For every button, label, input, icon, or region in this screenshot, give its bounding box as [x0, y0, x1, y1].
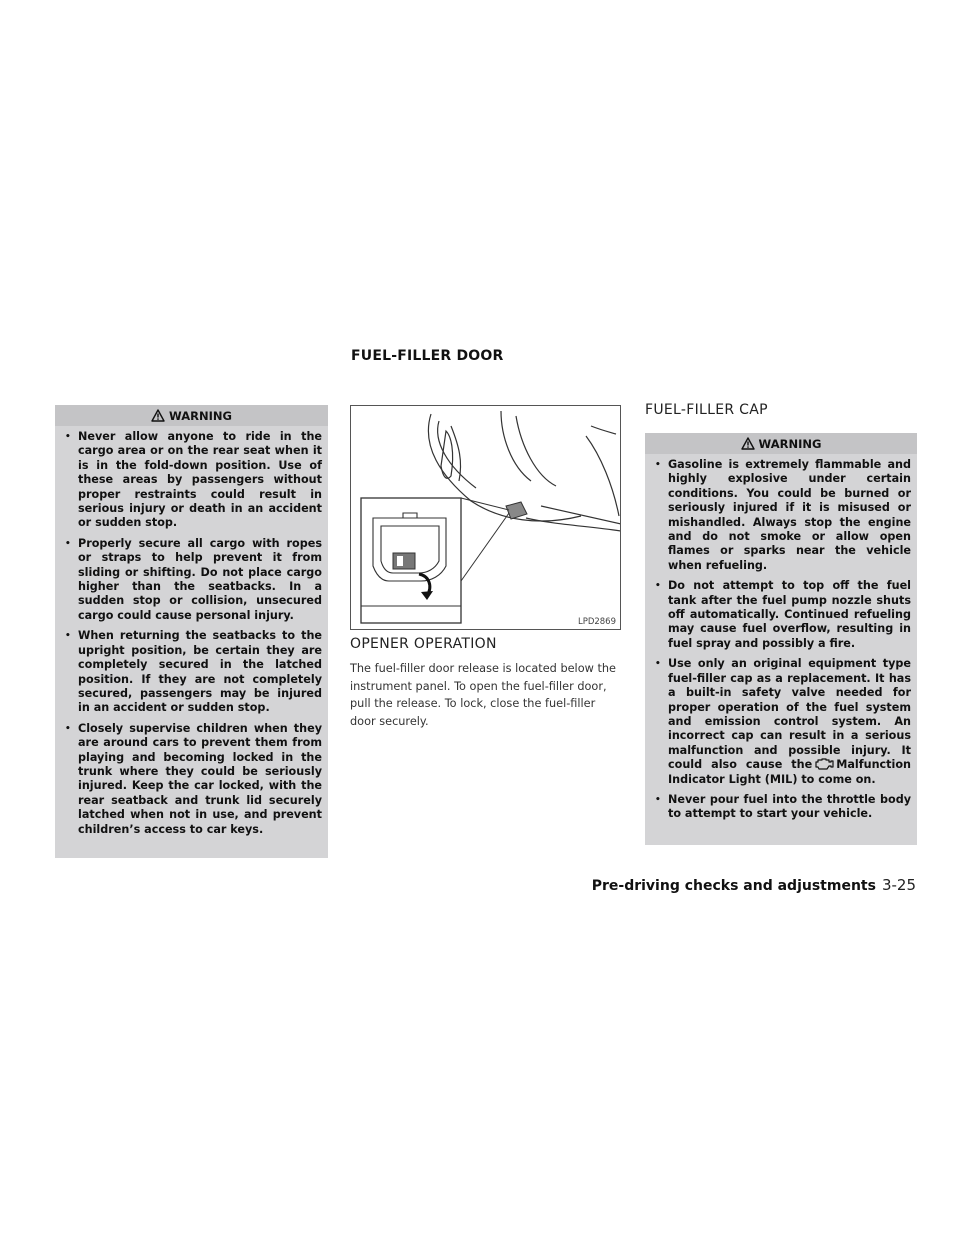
warning-item: • Never pour fuel into the throttle body to attempt to start your vehicle. — [653, 793, 911, 822]
warning-triangle-icon — [741, 437, 755, 450]
warning-item: • Never allow anyone to ride in the cargo area or on the rear seat when it is in the fold-down position. Use of these areas by passengers without proper restraints could result in serious injury or death in an accident or sudden stop. — [63, 430, 322, 531]
warning-text: Use only an original equipment type fuel-filler cap as a replacement. It has a built-in safety valve needed for proper operation of the fuel system and emission control system. An incorrect cap can result in a serious malfunction and possible injury. It could also cause the — [668, 657, 911, 772]
opener-operation-heading: OPENER OPERATION — [350, 636, 497, 652]
warning-item — [653, 657, 911, 787]
page-footer — [592, 876, 916, 894]
warning-header — [645, 433, 917, 454]
fuel-cap-warning-box — [645, 433, 917, 845]
figure-code: LPD2869 — [577, 617, 616, 627]
warning-item: • When returning the seatbacks to the upright position, be certain they are completely secured in the latched position. If they are not completely secured, passengers may be injured in an accident or sudden stop. — [63, 629, 322, 715]
warning-text: Malfunction Indicator Light (MIL) to come on. — [668, 758, 911, 786]
warning-list — [63, 430, 322, 837]
footer-section-title: Pre-driving checks and adjustments — [591, 878, 876, 894]
warning-header — [55, 405, 328, 426]
cargo-warning-box — [55, 405, 328, 858]
warning-title: WARNING — [758, 436, 822, 451]
opener-operation-text: The fuel-filler door release is located below the instrument panel. To open the fuel-filler door, pull the release. To lock, close the fuel-filler door securely. — [350, 662, 616, 728]
warning-title: WARNING — [169, 408, 232, 423]
fuel-filler-cap-heading: FUEL-FILLER CAP — [645, 402, 768, 418]
warning-item: • Properly secure all cargo with ropes or straps to help prevent it from sliding or shifting. Do not place cargo higher than the seatbacks. In a sudden stop or collision, unsecured cargo could cause personal injury. — [63, 537, 322, 623]
warning-item: • Gasoline is extremely flammable and highly explosive under certain conditions. You could be burned or seriously injured if it is misused or mishandled. Always stop the engine and do not smoke or allow open flames or sparks near the vehicle when refueling. — [653, 458, 911, 573]
section-heading: FUEL-FILLER DOOR — [351, 348, 504, 364]
page-number: 3-25 — [881, 876, 916, 894]
release-lever-illustration — [351, 406, 621, 630]
warning-list — [653, 458, 911, 822]
fuel-door-release-figure — [350, 405, 621, 630]
warning-triangle-icon — [151, 409, 165, 422]
warning-item: • Do not attempt to top off the fuel tank after the fuel pump nozzle shuts off automatically. Continued refueling may cause fuel overflow, resulting in fuel spray and possibly a fire. — [653, 579, 911, 651]
warning-item: • Closely supervise children when they are around cars to prevent them from playing and becoming locked in the trunk where they could be seriously injured. Keep the car locked, with the rear seatback and trunk lid securely latched when not in use, and prevent children’s access to car keys. — [63, 722, 322, 837]
engine-icon — [814, 758, 834, 770]
